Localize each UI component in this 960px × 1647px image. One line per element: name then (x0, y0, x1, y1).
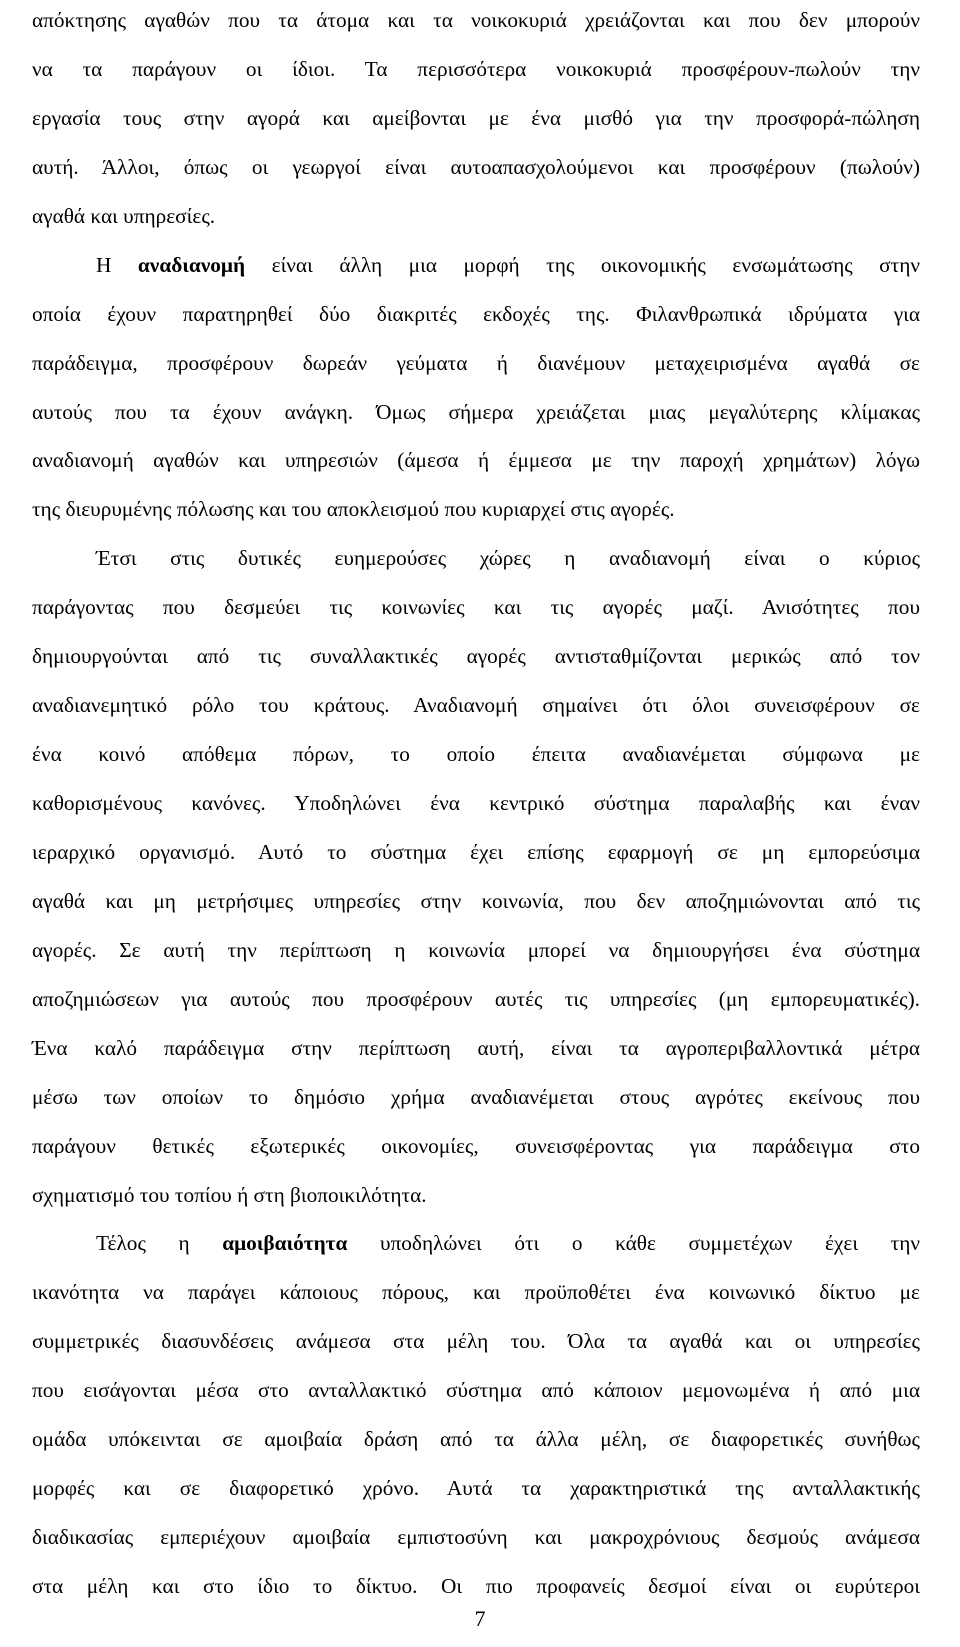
text-line: παράγοντας που δεσμεύει τις κοινωνίες και τις αγορές μαζί. Ανισότητες που (32, 595, 920, 620)
text-line: Ένα καλό παράδειγμα στην περίπτωση αυτή, είναι τα αγροπεριβαλλοντικά μέτρα (32, 1035, 920, 1060)
text-line: μέσω των οποίων το δημόσιο χρήμα αναδιανέμεται στους αγρότες εκείνους που (32, 1084, 920, 1109)
text-line: στα μέλη και στο ίδιο το δίκτυο. Οι πιο προφανείς δεσμοί είναι οι ευρύτεροι (32, 1574, 920, 1598)
text-line: που εισάγονται μέσα στο ανταλλακτικό σύστημα από κάποιον μεμονωμένα ή από μια (32, 1378, 920, 1403)
paragraph-start-line: Έτσι στις δυτικές ευημερούσες χώρες η αναδιανομή είναι ο κύριος (96, 546, 920, 571)
text-span: υποδηλώνει ότι ο κάθε συμμετέχων έχει την (347, 1231, 920, 1256)
text-line: απόκτησης αγαθών που τα άτομα και τα νοικοκυριά χρειάζονται και που δεν μπορούν (32, 8, 920, 32)
text-line: ιεραρχικό οργανισμό. Αυτό το σύστημα έχει επίσης εφαρμογή σε μη εμπορεύσιμα (32, 839, 920, 864)
text-line: αυτή. Άλλοι, όπως οι γεωργοί είναι αυτοαπασχολούμενοι και προσφέρουν (πωλούν) (32, 154, 920, 179)
text-line: αγαθά και μη μετρήσιμες υπηρεσίες στην κοινωνία, που δεν αποζημιώνονται από τις (32, 888, 920, 913)
bold-term-redistribution: αναδιανομή (137, 252, 246, 277)
text-line: μορφές και σε διαφορετικό χρόνο. Αυτά τα χαρακτηριστικά της ανταλλακτικής (32, 1476, 920, 1501)
paragraph-start-line (32, 1219, 920, 1268)
text-line: παράδειγμα, προσφέρουν δωρεάν γεύματα ή διανέμουν μεταχειρισμένα αγαθά σε (32, 350, 920, 375)
text-line: ένα κοινό απόθεμα πόρων, το οποίο έπειτα αναδιανέμεται σύμφωνα με (32, 742, 920, 767)
text-line: συμμετρικές διασυνδέσεις ανάμεσα στα μέλη του. Όλα τα αγαθά και οι υπηρεσίες (32, 1329, 920, 1354)
paragraph-start-line (32, 241, 920, 290)
text-line: σχηματισμό του τοπίου ή στη βιοποικιλότητα. (32, 1182, 427, 1207)
text-line: ομάδα υπόκεινται σε αμοιβαία δράση από τα άλλα μέλη, σε διαφορετικές συνήθως (32, 1427, 920, 1452)
text-line: ικανότητα να παράγει κάποιους πόρους, και προϋποθέτει ένα κοινωνικό δίκτυο με (32, 1280, 920, 1305)
text-line: αγορές. Σε αυτή την περίπτωση η κοινωνία μπορεί να δημιουργήσει ένα σύστημα (32, 937, 920, 962)
page-number: 7 (474, 1606, 486, 1631)
text-line: παράγουν θετικές εξωτερικές οικονομίες, συνεισφέροντας για παράδειγμα στο (32, 1133, 920, 1158)
text-line: αγαθά και υπηρεσίες. (32, 203, 216, 228)
text-line: αυτούς που τα έχουν ανάγκη. Όμως σήμερα χρειάζεται μιας μεγαλύτερης κλίμακας (32, 399, 920, 424)
text-span: είναι άλλη μια μορφή της οικονομικής ενσωμάτωσης στην (245, 252, 920, 277)
text-line: δημιουργούνται από τις συναλλακτικές αγορές αντισταθμίζονται μερικώς από τον (32, 644, 920, 669)
document-page (32, 0, 920, 1611)
text-line: αναδιανομή αγαθών και υπηρεσιών (άμεσα ή έμμεσα με την παροχή χρημάτων) λόγω (32, 448, 920, 473)
text-line: οποία έχουν παρατηρηθεί δύο διακριτές εκδοχές της. Φιλανθρωπικά ιδρύματα για (32, 301, 920, 326)
text-line: αναδιανεμητικό ρόλο του κράτους. Αναδιανομή σημαίνει ότι όλοι συνεισφέρουν σε (32, 693, 920, 718)
bold-term-reciprocity: αμοιβαιότητα (222, 1231, 348, 1256)
text-line: να τα παράγουν οι ίδιοι. Τα περισσότερα νοικοκυριά προσφέρουν-πωλούν την (32, 56, 920, 81)
text-span: Τέλος η (96, 1231, 223, 1256)
text-line: διαδικασίας εμπεριέχουν αμοιβαία εμπιστοσύνη και μακροχρόνιους δεσμούς ανάμεσα (32, 1525, 920, 1550)
text-line: καθορισμένους κανόνες. Υποδηλώνει ένα κεντρικό σύστημα παραλαβής και έναν (32, 791, 920, 815)
text-line: της διευρυμένης πόλωσης και του αποκλεισμού που κυριαρχεί στις αγορές. (32, 497, 675, 522)
text-line: αποζημιώσεων για αυτούς που προσφέρουν αυτές τις υπηρεσίες (μη εμπορευματικές). (32, 986, 920, 1011)
text-line: εργασία τους στην αγορά και αμείβονται με ένα μισθό για την προσφορά-πώληση (32, 105, 920, 130)
text-span: Η (96, 252, 138, 277)
